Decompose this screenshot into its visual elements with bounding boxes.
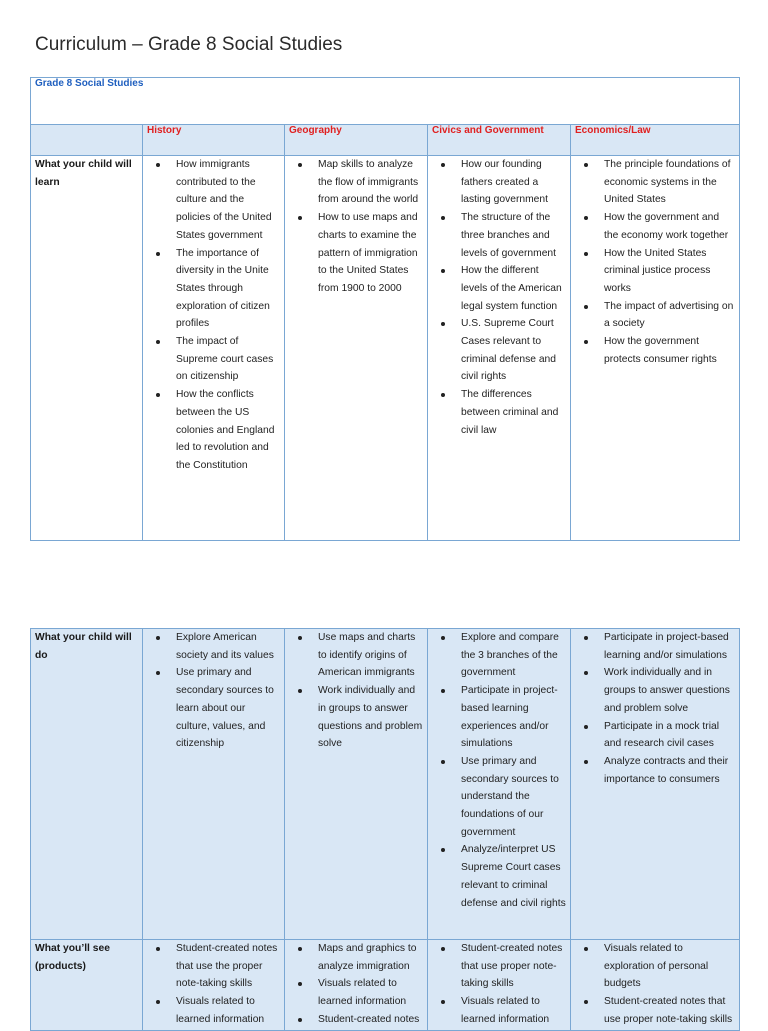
curriculum-table-bottom: [30, 628, 740, 1031]
cell-geography-do: [285, 629, 428, 940]
caption-cell: [31, 78, 740, 125]
cell-civics-do: [428, 629, 571, 940]
list-item: The impact of Supreme court cases on citizenship: [147, 333, 280, 386]
cell-economics-do: [571, 629, 740, 940]
list-item: Use primary and secondary sources to understand the foundations of our government: [432, 753, 566, 842]
header-label: History: [147, 125, 182, 136]
bullet-list: [432, 629, 566, 912]
list-item: Visuals related to learned information: [147, 993, 280, 1028]
cell-civics-learn: [428, 156, 571, 541]
cell-economics-learn: [571, 156, 740, 541]
list-item: Participate in a mock trial and research civil cases: [575, 718, 735, 753]
list-item: Use primary and secondary sources to learn about our culture, values, and citizenship: [147, 664, 280, 753]
row-label: What your child will learn: [31, 156, 143, 541]
list-item: Maps and graphics to analyze immigration: [289, 940, 423, 975]
list-item: How the government and the economy work together: [575, 209, 735, 244]
cell-history-learn: [143, 156, 285, 541]
bullet-list: [432, 156, 566, 439]
table-row-learn: [31, 156, 740, 541]
list-item: Student-created notes that use proper note-taking skills: [432, 940, 566, 993]
cell-geography-learn: [285, 156, 428, 541]
bullet-list: [575, 156, 735, 368]
header-label: Geography: [289, 125, 342, 136]
list-item: How the different levels of the American legal system function: [432, 262, 566, 315]
list-item: Participate in project-based learning experiences and/or simulations: [432, 682, 566, 753]
list-item: Analyze/interpret US Supreme Court cases relevant to criminal defense and civil rights: [432, 841, 566, 912]
list-item: How to use maps and charts to examine the pattern of immigration to the United States from 1900 to 2000: [289, 209, 423, 298]
list-item: Work individually and in groups to answer questions and problem solve: [575, 664, 735, 717]
list-item: How our founding fathers created a lasting government: [432, 156, 566, 209]
list-item: Student-created notes that use proper note-taking skills: [575, 993, 735, 1028]
list-item: Participate in project-based learning and/or simulations: [575, 629, 735, 664]
list-item: U.S. Supreme Court Cases relevant to criminal defense and civil rights: [432, 315, 566, 386]
list-item: How the conflicts between the US colonies and England led to revolution and the Constitution: [147, 386, 280, 475]
bullet-list: [289, 156, 423, 298]
list-item: Visuals related to exploration of personal budgets: [575, 940, 735, 993]
list-item: Explore and compare the 3 branches of the government: [432, 629, 566, 682]
header-empty-cell: [31, 125, 143, 156]
bullet-list: [575, 940, 735, 1029]
list-item: Explore American society and its values: [147, 629, 280, 664]
list-item: The importance of diversity in the Unite States through exploration of citizen profiles: [147, 245, 280, 334]
header-history: [143, 125, 285, 156]
list-item: Visuals related to learned information: [432, 993, 566, 1028]
list-item: How the United States criminal justice process works: [575, 245, 735, 298]
header-row: [31, 125, 740, 156]
bullet-list: [147, 629, 280, 753]
bullet-list: [432, 940, 566, 1029]
header-economics: [571, 125, 740, 156]
list-item: The structure of the three branches and levels of government: [432, 209, 566, 262]
page-title: Curriculum – Grade 8 Social Studies: [35, 34, 343, 55]
list-item: The differences between criminal and civil law: [432, 386, 566, 439]
header-civics: [428, 125, 571, 156]
table-caption: Grade 8 Social Studies: [35, 78, 144, 89]
list-item: The impact of advertising on a society: [575, 298, 735, 333]
header-label: Economics/Law: [575, 125, 651, 136]
list-item: How immigrants contributed to the culture and the policies of the United States government: [147, 156, 280, 245]
cell-history-do: [143, 629, 285, 940]
list-item: Analyze contracts and their importance to consumers: [575, 753, 735, 788]
cell-civics-see: [428, 940, 571, 1031]
list-item: Map skills to analyze the flow of immigrants from around the world: [289, 156, 423, 209]
bullet-list: [575, 629, 735, 788]
list-item: Work individually and in groups to answer questions and problem solve: [289, 682, 423, 753]
caption-row: [31, 78, 740, 125]
row-label: What you’ll see (products): [31, 940, 143, 1031]
list-item: Student-created notes that use the proper note-taking skills: [147, 940, 280, 993]
bullet-list: [289, 940, 423, 1029]
table-row-do: [31, 629, 740, 940]
list-item: How the government protects consumer rights: [575, 333, 735, 368]
list-item: The principle foundations of economic systems in the United States: [575, 156, 735, 209]
list-item: Use maps and charts to identify origins of American immigrants: [289, 629, 423, 682]
cell-economics-see: [571, 940, 740, 1031]
list-item: Student-created notes: [289, 1011, 423, 1029]
bullet-list: [289, 629, 423, 753]
row-label: What your child will do: [31, 629, 143, 940]
table-row-see: [31, 940, 740, 1031]
header-label: Civics and Government: [432, 125, 544, 136]
cell-history-see: [143, 940, 285, 1031]
bullet-list: [147, 940, 280, 1029]
curriculum-table-top: [30, 77, 740, 541]
header-geography: [285, 125, 428, 156]
bullet-list: [147, 156, 280, 475]
cell-geography-see: [285, 940, 428, 1031]
list-item: Visuals related to learned information: [289, 975, 423, 1010]
